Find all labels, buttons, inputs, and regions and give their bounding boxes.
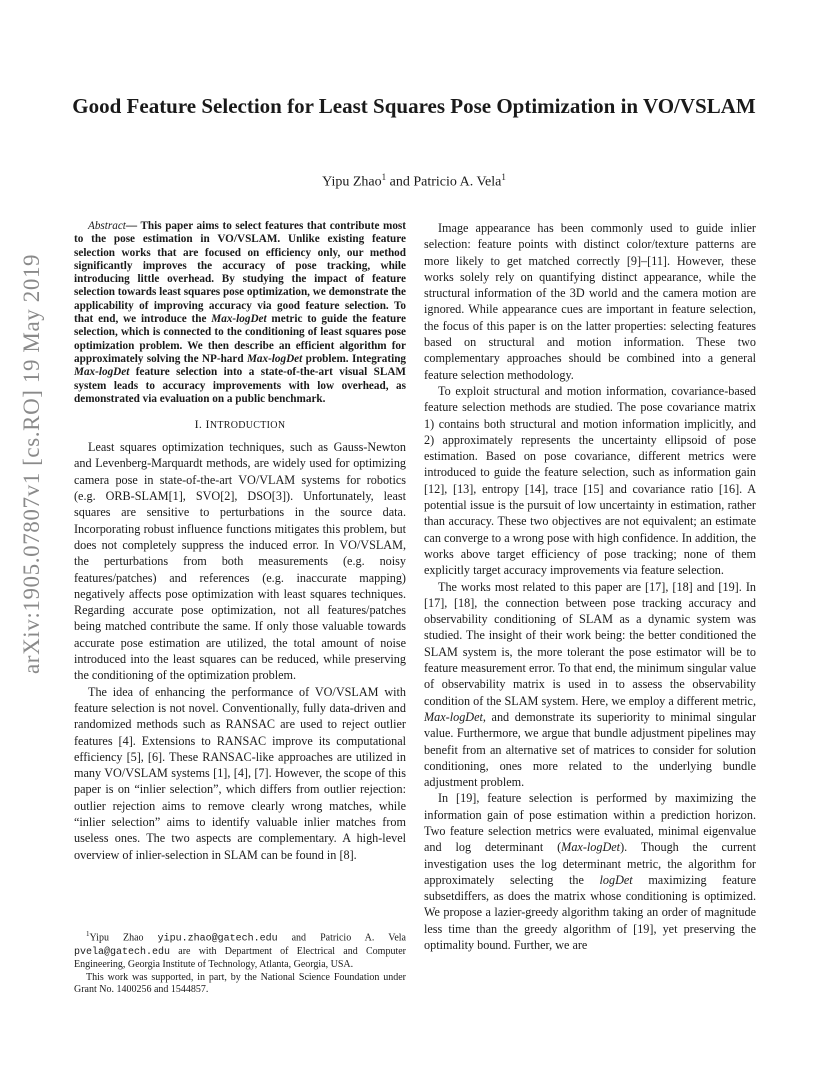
abstract-label: Abstract [88, 220, 126, 232]
p3-text-a: The works most related to this paper are [17], [18] and [19]. In [17], [18], the connection between pose tracking accuracy and observability conditioning of SLAM as a dynamic system was studied. The insight of their work being: the better conditioned the SLAM system is, the more tolerant the pose estimator will be to feature measurement error. To that end, the minimum singular value of observability matrix is used in to assess the observability condition of the SLAM system. Here, we employ a different metric, [424, 579, 756, 708]
right-paragraph-4 [424, 790, 756, 953]
p3-text-b: , and demonstrate its superiority to minimal singular value. Furthermore, we argue that bundle adjustment pipelines may benefit from an alternative set of matrices to consider for solution conditioning, ones more related to the underlying bundle adjustment problem. [424, 709, 756, 790]
footnote-affiliation [74, 928, 406, 971]
right-paragraph-2: To exploit structural and motion information, covariance-based feature selection methods are studied. The pose covariance matrix 1) contains both structural and motion information implicitly, and 2) approximately represents the uncertainty ellipsoid of pose estimation. Based on pose covariance, different metrics were introduced to guide the feature selection, such as information gain [12], [13], entropy [14], trace [15] and covariance ratio [16]. A potential issue is the pursuit of low uncertainty in estimation, rather than accuracy. These two objectives are not equivalent; an estimate can converge to a wrong pose with high confidence. In addition, the works above target efficiency of pose tracking; none of them explicitly target accuracy improvements via feature selection. [424, 383, 756, 578]
author-line [150, 172, 678, 191]
abstract-text-4: feature selection into a state-of-the-art visual SLAM system leads to accuracy improvements with low overhead, as demonstrated via evaluation on a public benchmark. [74, 366, 406, 405]
email-zhao: yipu.zhao@gatech.edu [157, 933, 278, 945]
email-vela: pvela@gatech.edu [74, 946, 171, 958]
left-column [74, 220, 406, 863]
arxiv-identifier: arXiv:1905.07807v1 [cs.RO] 19 May 2019 [19, 253, 44, 674]
right-paragraph-3 [424, 579, 756, 791]
section-title-initial: I [205, 417, 210, 432]
intro-paragraph-2: The idea of enhancing the performance of VO/VSLAM with feature selection is not novel. Conventionally, fully data-driven and randomized methods such as RANSAC are used to reject outlier features [4]. Extensions to RANSAC improve its computational efficiency [5], [6]. These RANSAC-like approaches are utilized in many VO/VSLAM systems [1], [4], [7]. However, the scope of this paper is on “inlier selection”, which differs from outlier rejection: outlier rejection aims to remove clearly wrong matches, while “inlier selection” aims to identify valuable inlier matches from useless ones. The two aspects are complementary. A high-level overview of inlier-selection in SLAM can be found in [8]. [74, 684, 406, 862]
section-heading-introduction [74, 417, 406, 432]
footnote-text-a: Yipu Zhao [89, 932, 158, 944]
p4-em-2: logDet [599, 872, 633, 887]
p3-em: Max-logDet [424, 709, 483, 724]
right-column [424, 220, 756, 953]
footnote-text-c: are with Department of Electrical and Computer Engineering, Georgia Institute of Technology, Atlanta, Georgia, USA. [74, 945, 406, 970]
right-paragraph-1: Image appearance has been commonly used to guide inlier selection: feature points with distinct color/texture patterns are more likely to get matched correctly [9]–[11]. However, these works solely rely on quantifying distinct appearance, while the structural information of the 3D world and the camera motion are ignored. While appearance cues are important in feature selection, the focus of this paper is on the latter properties: selecting features based on structural and motion information. These two complementary approaches should be combined into a general feature selection methodology. [424, 221, 756, 382]
footnotes [74, 928, 406, 997]
abstract-text-1: — This paper aims to select features that contribute most to the pose estimation in VO/VSLAM. Unlike existing feature selection works that are focused on efficiency only, our method significantly improves the accuracy of pose tracking, while introducing little overhead. By studying the impact of feature selection towards least squares pose optimization, we demonstrate the applicability of improving accuracy via good feature selection. To that end, we introduce the [74, 220, 406, 326]
abstract-em-3: Max-logDet [74, 366, 130, 379]
footnote-marker: 1 [86, 930, 90, 938]
p4-text-b: ). Though the current investigation uses the log determinant metric, the algorithm for approximately selecting the [424, 840, 756, 887]
abstract-em-2: Max-logDet [246, 352, 303, 365]
footnote-funding: This work was supported, in part, by the National Science Foundation under Grant No. 1400256 and 1544857. [74, 971, 406, 996]
abstract-em-1: Max-logDet [211, 313, 267, 326]
author-2: Patricio A. Vela [413, 174, 502, 190]
section-number: I. [194, 417, 206, 432]
abstract-text-3: problem. Integrating [302, 352, 407, 365]
p4-text-a: In [19], feature selection is performed by maximizing the information gain of pose estimation within a prediction horizon. Two feature selection metrics were evaluated, minimal eigenvalue and log determinant ( [424, 791, 756, 855]
arxiv-sidebar [15, 253, 45, 674]
author-1: Yipu Zhao [322, 174, 382, 190]
footnote-text-b: and Patricio A. Vela [277, 932, 406, 944]
author-1-affil: 1 [381, 172, 387, 182]
intro-paragraph-1: Least squares optimization techniques, such as Gauss-Newton and Levenberg-Marquardt methods, are widely used for optimizing camera pose in state-of-the-art VO/VLAM systems for robotics (e.g. ORB-SLAM[1], SVO[2], DSO[3]). Unfortunately, least squares are sensitive to perturbations in the source data. Incorporating robust influence functions mitigates this problem, but does not completely suppress the induced error. In VO/VSLAM, the perturbations from both measurements (e.g. noisy features/patches) and references (e.g. inaccurate mapping) negatively affects pose optimization with least squares techniques. Regarding accurate pose optimization, not all features/patches being matched contribute the same. If only those valuable towards accurate pose estimation are utilized, the total amount of noise introduced into the least squares can be reduced, while preserving the conditioning of the optimization problem. [74, 440, 406, 683]
p4-em-1: Max-logDet [561, 840, 621, 855]
section-title-rest: NTRODUCTION [209, 420, 286, 432]
abstract-text-2: metric to guide the feature selection, which is connected to the conditioning of least squares pose optimization problem. We then describe an efficient algorithm for approximately solving the NP-hard [74, 313, 407, 365]
abstract [74, 220, 406, 406]
paper-title: Good Feature Selection for Least Squares Pose Optimization in VO/VSLAM [72, 94, 756, 118]
author-conjunction: and [386, 174, 414, 190]
author-2-affil: 1 [501, 172, 506, 182]
p4-text-c: maximizing feature subsetdiffers, as does the matrix whose conditioning is optimized. We propose a lazier-greedy algorithm taking an order of magnitude less time than the greedy algorithm of [19], yet preserving the optimality bound. Further, we are [424, 872, 756, 953]
